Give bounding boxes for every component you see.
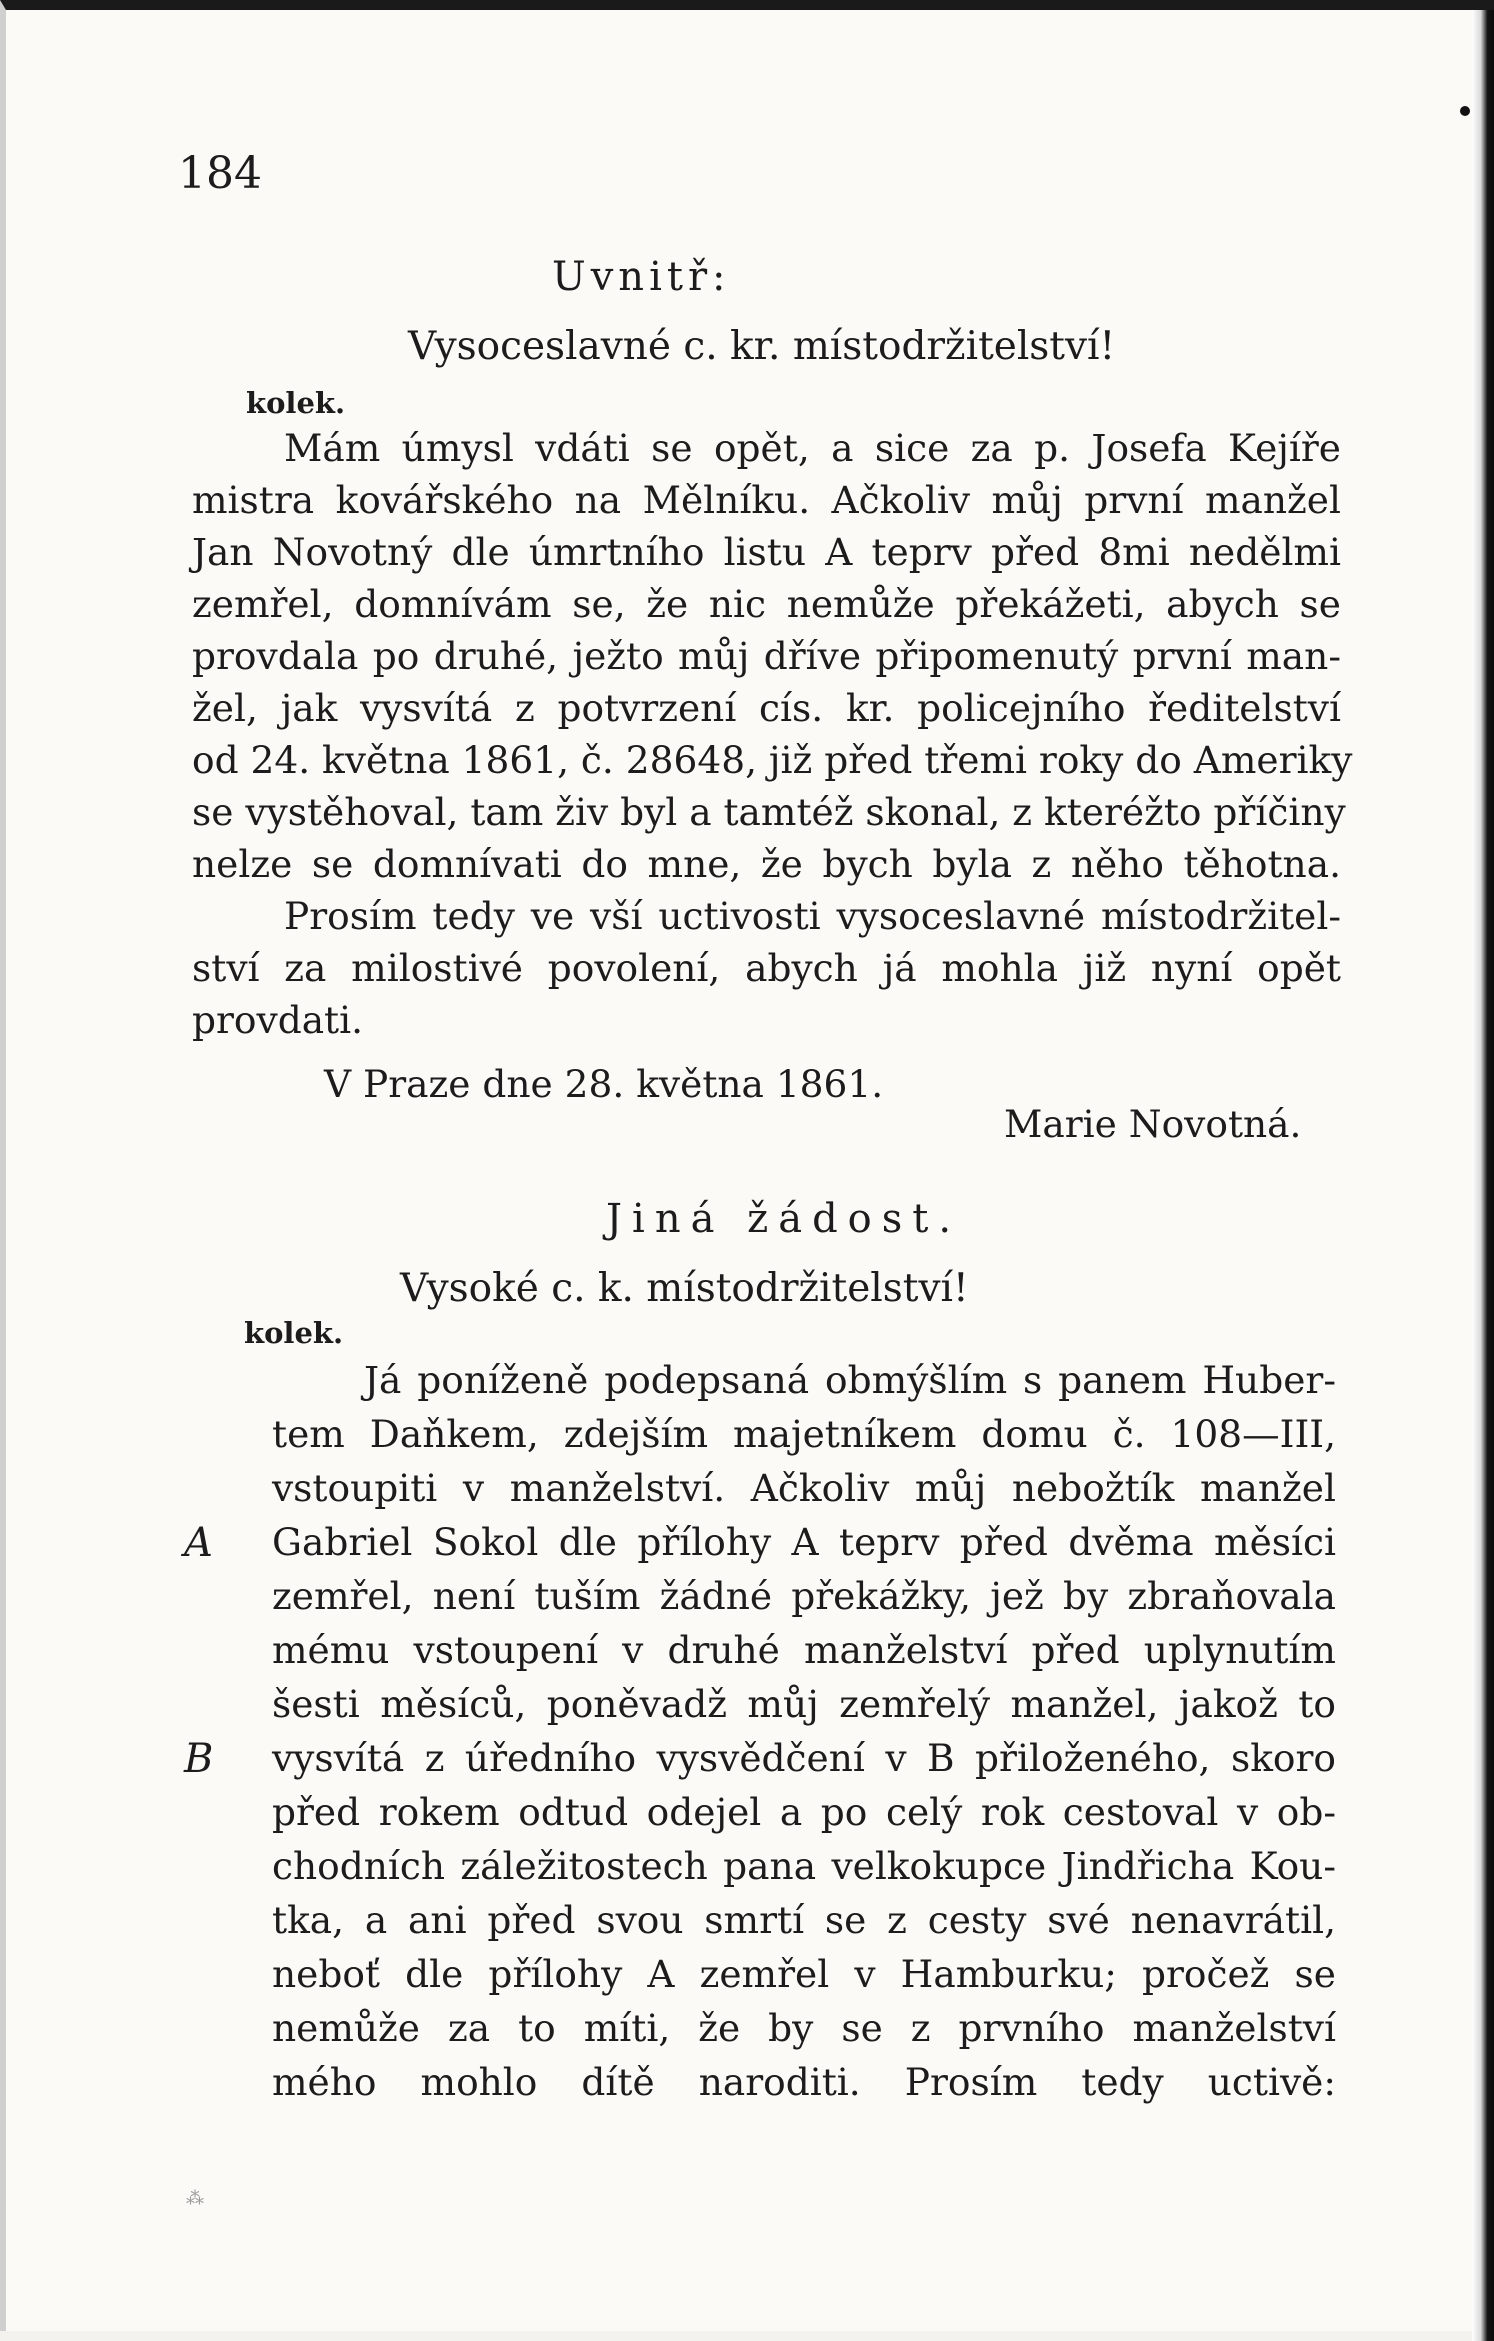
section2-line: tem Daňkem, zdejším majetníkem domu č. 108—III,: [272, 1412, 1336, 1456]
section2-line: tka, a ani před svou smrtí se z cesty své nenavrátil,: [272, 1898, 1336, 1942]
page-smudge: ⁂: [186, 2188, 204, 2209]
section1-salutation: Vysoceslavné c. kr. místodržitelství!: [408, 324, 1116, 369]
section2-line: vstoupiti v manželství. Ačkoliv můj nebožtík manžel: [272, 1466, 1336, 1510]
section1-line: ství za milostivé povolení, abych já mohla již nyní opět: [192, 946, 1341, 990]
section2-line: zemřel, není tuším žádné překážky, jež by zbraňovala: [272, 1574, 1336, 1618]
margin-mark-b: B: [184, 1736, 214, 1782]
section2-line: mému vstoupení v druhé manželství před uplynutím: [272, 1628, 1336, 1672]
section2-line: nemůže za to míti, že by se z prvního manželství: [272, 2006, 1336, 2050]
section1-line: provdala po druhé, ježto můj dříve připomenutý první man-: [192, 634, 1341, 678]
section1-line: zemřel, domnívám se, že nic nemůže překážeti, abych se: [192, 582, 1341, 626]
section1-line: mistra kovářského na Mělníku. Ačkoliv můj první manžel: [192, 478, 1341, 522]
section1-place-date: V Praze dne 28. května 1861.: [324, 1062, 884, 1106]
page-edge-shadow: [1472, 10, 1494, 2341]
section1-line: Mám úmysl vdáti se opět, a sice za p. Josefa Kejíře: [284, 426, 1341, 470]
section1-line: Jan Novotný dle úmrtního listu A teprv před 8mi nedělmi: [192, 530, 1341, 574]
section2-line: vysvítá z úředního vysvědčení v B přiloženého, skoro: [272, 1736, 1336, 1780]
page-number: 184: [178, 148, 262, 199]
section1-heading: Uvnitř:: [552, 254, 731, 300]
section1-line: provdati.: [192, 998, 364, 1042]
section1-line: Prosím tedy ve vší uctivosti vysoceslavné místodržitel-: [284, 894, 1341, 938]
section2-line: chodních záležitostech pana velkokupce Jindřicha Kou-: [272, 1844, 1336, 1888]
section2-salutation: Vysoké c. k. místodržitelství!: [400, 1266, 969, 1311]
section1-line: od 24. května 1861, č. 28648, již před třemi roky do Ameriky: [192, 738, 1353, 782]
margin-mark-a: A: [184, 1520, 213, 1566]
section2-line: Já poníženě podepsaná obmýšlím s panem Huber-: [364, 1358, 1336, 1402]
ink-speck: [1460, 106, 1470, 116]
section2-heading: Jiná žádost.: [606, 1196, 962, 1242]
section2-line: mého mohlo dítě naroditi. Prosím tedy uctivě:: [272, 2060, 1336, 2104]
section2-line: šesti měsíců, poněvadž můj zemřelý manžel, jakož to: [272, 1682, 1336, 1726]
section1-line: nelze se domnívati do mne, že bych byla z něho těhotna.: [192, 842, 1341, 886]
section1-line: se vystěhoval, tam živ byl a tamtéž skonal, z kteréžto příčiny: [192, 790, 1346, 834]
section2-line: Gabriel Sokol dle přílohy A teprv před dvěma měsíci: [272, 1520, 1336, 1564]
section2-stamp-note: kolek.: [244, 1316, 344, 1350]
section2-line: před rokem odtud odejel a po celý rok cestoval v ob-: [272, 1790, 1336, 1834]
section1-signature: Marie Novotná.: [1004, 1102, 1302, 1146]
section1-line: žel, jak vysvítá z potvrzení cís. kr. policejního ředitelství: [192, 686, 1341, 730]
section2-line: neboť dle přílohy A zemřel v Hamburku; pročež se: [272, 1952, 1336, 1996]
section1-stamp-note: kolek.: [246, 386, 346, 420]
